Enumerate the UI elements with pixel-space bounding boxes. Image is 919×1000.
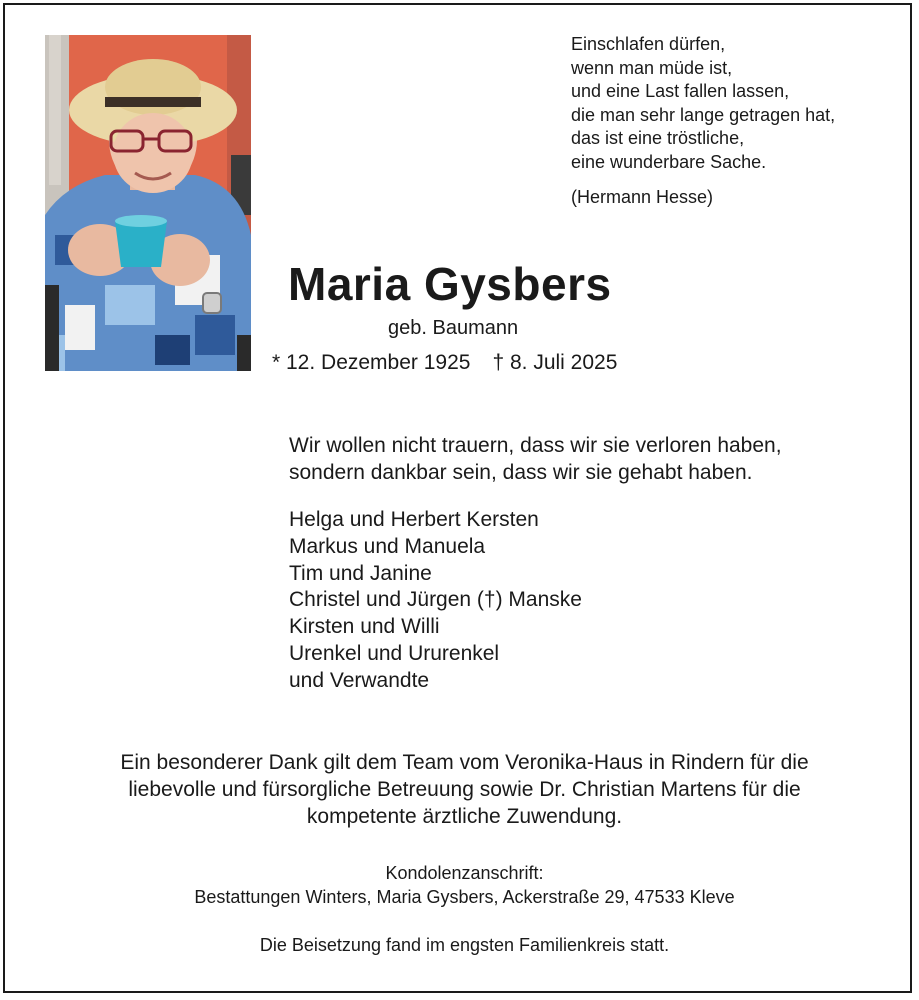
maiden-name: geb. Baumann <box>388 317 519 339</box>
mourner-entry: und Verwandte <box>289 668 430 692</box>
condolence-address-text: Bestattungen Winters, Maria Gysbers, Ackerstraße 29, 47533 Kleve <box>194 887 735 907</box>
poem-line: Einschlafen dürfen, <box>571 34 726 54</box>
quote-line: sondern dankbar sein, dass wir sie gehabt haben. <box>289 461 753 484</box>
thanks-line: kompetente ärztliche Zuwendung. <box>306 805 623 828</box>
life-dates <box>272 351 617 375</box>
poem <box>571 33 835 210</box>
death-date: † 8. Juli 2025 <box>492 351 618 374</box>
mourner-entry: Tim und Janine <box>289 561 432 585</box>
condolence-label: Kondolenzanschrift: <box>385 863 544 883</box>
condolence-address <box>45 861 884 909</box>
obituary-notice <box>3 3 912 993</box>
poem-line: das ist eine tröstliche, <box>571 128 745 148</box>
thanks-line: liebevolle und fürsorgliche Betreuung sowie Dr. Christian Martens für die <box>128 778 801 801</box>
burial-note: Die Beisetzung fand im engsten Familienkreis statt. <box>259 935 670 955</box>
mourner-entry: Markus und Manuela <box>289 534 486 558</box>
quote-line: Wir wollen nicht trauern, dass wir sie verloren haben, <box>289 434 782 457</box>
mourner-entry: Urenkel und Ururenkel <box>289 641 500 665</box>
mourners-list <box>289 507 582 695</box>
poem-line: die man sehr lange getragen hat, <box>571 104 836 125</box>
deceased-name: Maria Gysbers <box>288 258 612 310</box>
mourner-entry: Kirsten und Willi <box>289 615 440 639</box>
mourner-entry: Christel und Jürgen (†) Manske <box>289 588 582 612</box>
thanks-note <box>45 749 884 830</box>
poem-line: und eine Last fallen lassen, <box>571 81 790 101</box>
thanks-line: Ein besonderer Dank gilt dem Team vom Veronika-Haus in Rindern für die <box>120 751 809 774</box>
memorial-quote <box>289 432 782 486</box>
birth-date: * 12. Dezember 1925 <box>272 351 471 374</box>
poem-attribution: (Hermann Hesse) <box>571 187 714 207</box>
poem-line: wenn man müde ist, <box>571 57 733 78</box>
portrait-photo <box>45 35 251 371</box>
poem-line: eine wunderbare Sache. <box>571 151 767 172</box>
mourner-entry: Helga und Herbert Kersten <box>289 508 539 531</box>
